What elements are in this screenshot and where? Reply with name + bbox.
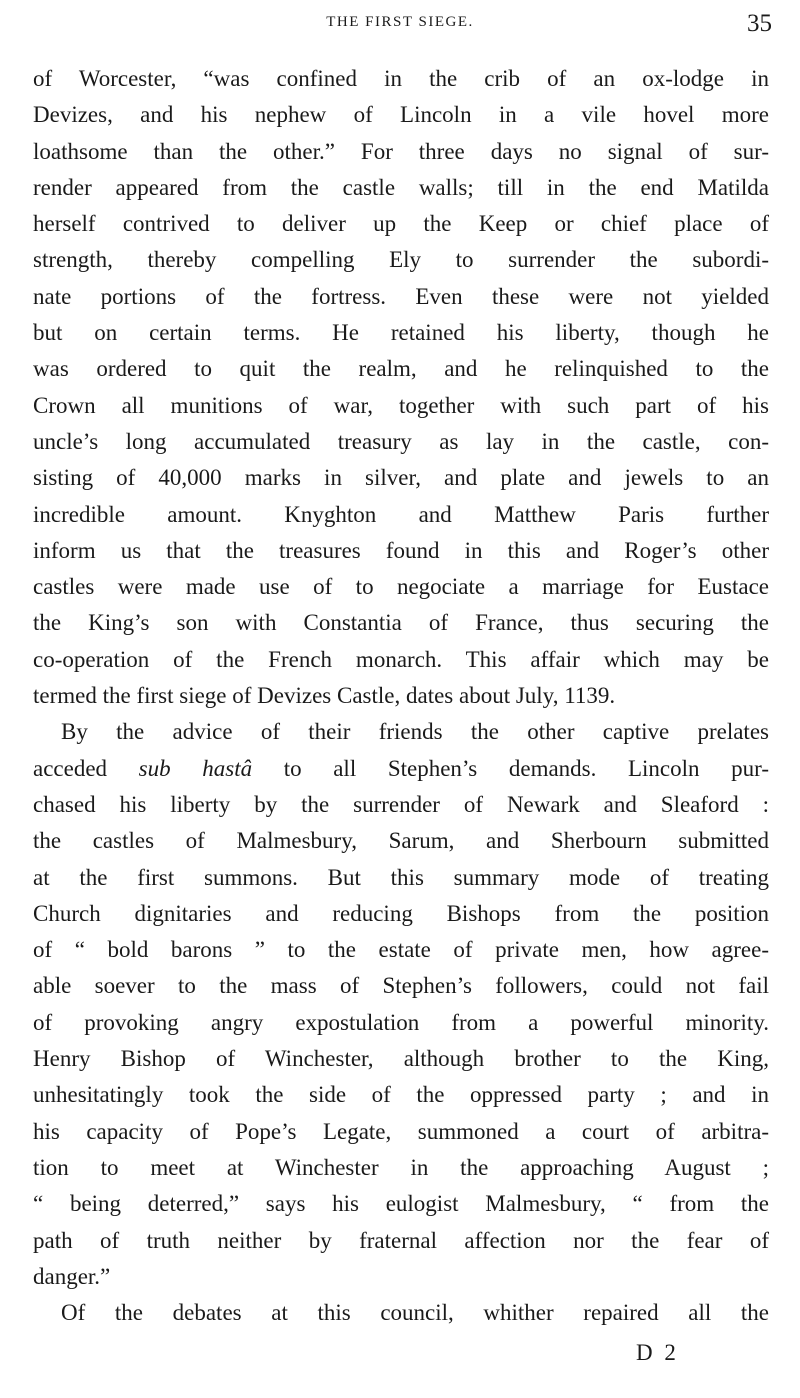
text-line: incredible amount. Knyghton and Matthew Paris further bbox=[33, 501, 769, 527]
text-run: acceded bbox=[33, 755, 139, 781]
text-line: was ordered to quit the realm, and he relinquished to the bbox=[33, 356, 769, 382]
text-line: the castles of Malmesbury, Sarum, and Sherbourn submitted bbox=[33, 828, 769, 854]
body-text bbox=[33, 61, 769, 1331]
italic-phrase: sub hastâ bbox=[138, 755, 253, 781]
text-line: loathsome than the other.” For three days no signal of sur- bbox=[33, 138, 769, 164]
text-line: herself contrived to deliver up the Keep or chief place of bbox=[33, 211, 769, 237]
text-line: his capacity of Pope’s Legate, summoned a court of arbitra- bbox=[33, 1118, 769, 1144]
text-line: able soever to the mass of Stephen’s followers, could not fail bbox=[33, 973, 769, 999]
text-line: render appeared from the castle walls; till in the end Matilda bbox=[33, 174, 769, 200]
text-line: Devizes, and his nephew of Lincoln in a vile hovel more bbox=[33, 102, 769, 128]
text-line: uncle’s long accumulated treasury as lay in the castle, con- bbox=[33, 428, 769, 454]
text-line: at the first summons. But this summary mode of treating bbox=[33, 864, 769, 890]
running-head bbox=[0, 10, 800, 40]
page-number: 35 bbox=[747, 10, 772, 37]
text-run: to all Stephen’s demands. Lincoln pur- bbox=[252, 755, 770, 781]
text-line: “ being deterred,” says his eulogist Malmesbury, “ from the bbox=[33, 1191, 769, 1217]
text-line: of Worcester, “was confined in the crib of an ox-lodge in bbox=[33, 66, 769, 91]
text-line: of “ bold barons ” to the estate of private men, how agree- bbox=[33, 937, 769, 963]
text-line: inform us that the treasures found in this and Roger’s other bbox=[33, 537, 769, 563]
signature-mark: D 2 bbox=[636, 1340, 679, 1365]
text-line: nate portions of the fortress. Even these were not yielded bbox=[33, 283, 769, 309]
text-line: co-operation of the French monarch. This affair which may be bbox=[33, 646, 769, 672]
text-line: Of the debates at this council, whither repaired all the bbox=[61, 1300, 769, 1326]
text-line: castles were made use of to negociate a marriage for Eustace bbox=[33, 574, 769, 600]
text-line: By the advice of their friends the other captive prelates bbox=[61, 719, 769, 745]
text-line: termed the first siege of Devizes Castle, dates about July, 1139. bbox=[33, 683, 616, 709]
text-line: but on certain terms. He retained his liberty, though he bbox=[33, 320, 769, 346]
paragraph bbox=[33, 61, 769, 714]
text-line: path of truth neither by fraternal affection nor the fear of bbox=[33, 1227, 769, 1253]
text-line: of provoking angry expostulation from a powerful minority. bbox=[33, 1009, 769, 1035]
text-line: tion to meet at Winchester in the approaching August ; bbox=[33, 1154, 769, 1180]
paragraph bbox=[33, 714, 769, 1295]
text-line: unhesitatingly took the side of the oppressed party ; and in bbox=[33, 1082, 769, 1108]
text-line: Henry Bishop of Winchester, although brother to the King, bbox=[33, 1046, 769, 1072]
text-line: sisting of 40,000 marks in silver, and plate and jewels to an bbox=[33, 465, 769, 491]
running-title: THE FIRST SIEGE. bbox=[326, 14, 474, 30]
text-line: the King’s son with Constantia of France, thus securing the bbox=[33, 610, 769, 636]
paragraph bbox=[33, 1295, 769, 1331]
text-line: strength, thereby compelling Ely to surrender the subordi- bbox=[33, 247, 769, 273]
text-line bbox=[33, 751, 769, 787]
text-line: Church dignitaries and reducing Bishops from the position bbox=[33, 900, 769, 926]
text-line: Crown all munitions of war, together with such part of his bbox=[33, 392, 769, 418]
text-line: danger.” bbox=[33, 1263, 111, 1289]
text-line: chased his liberty by the surrender of Newark and Sleaford : bbox=[33, 791, 769, 817]
